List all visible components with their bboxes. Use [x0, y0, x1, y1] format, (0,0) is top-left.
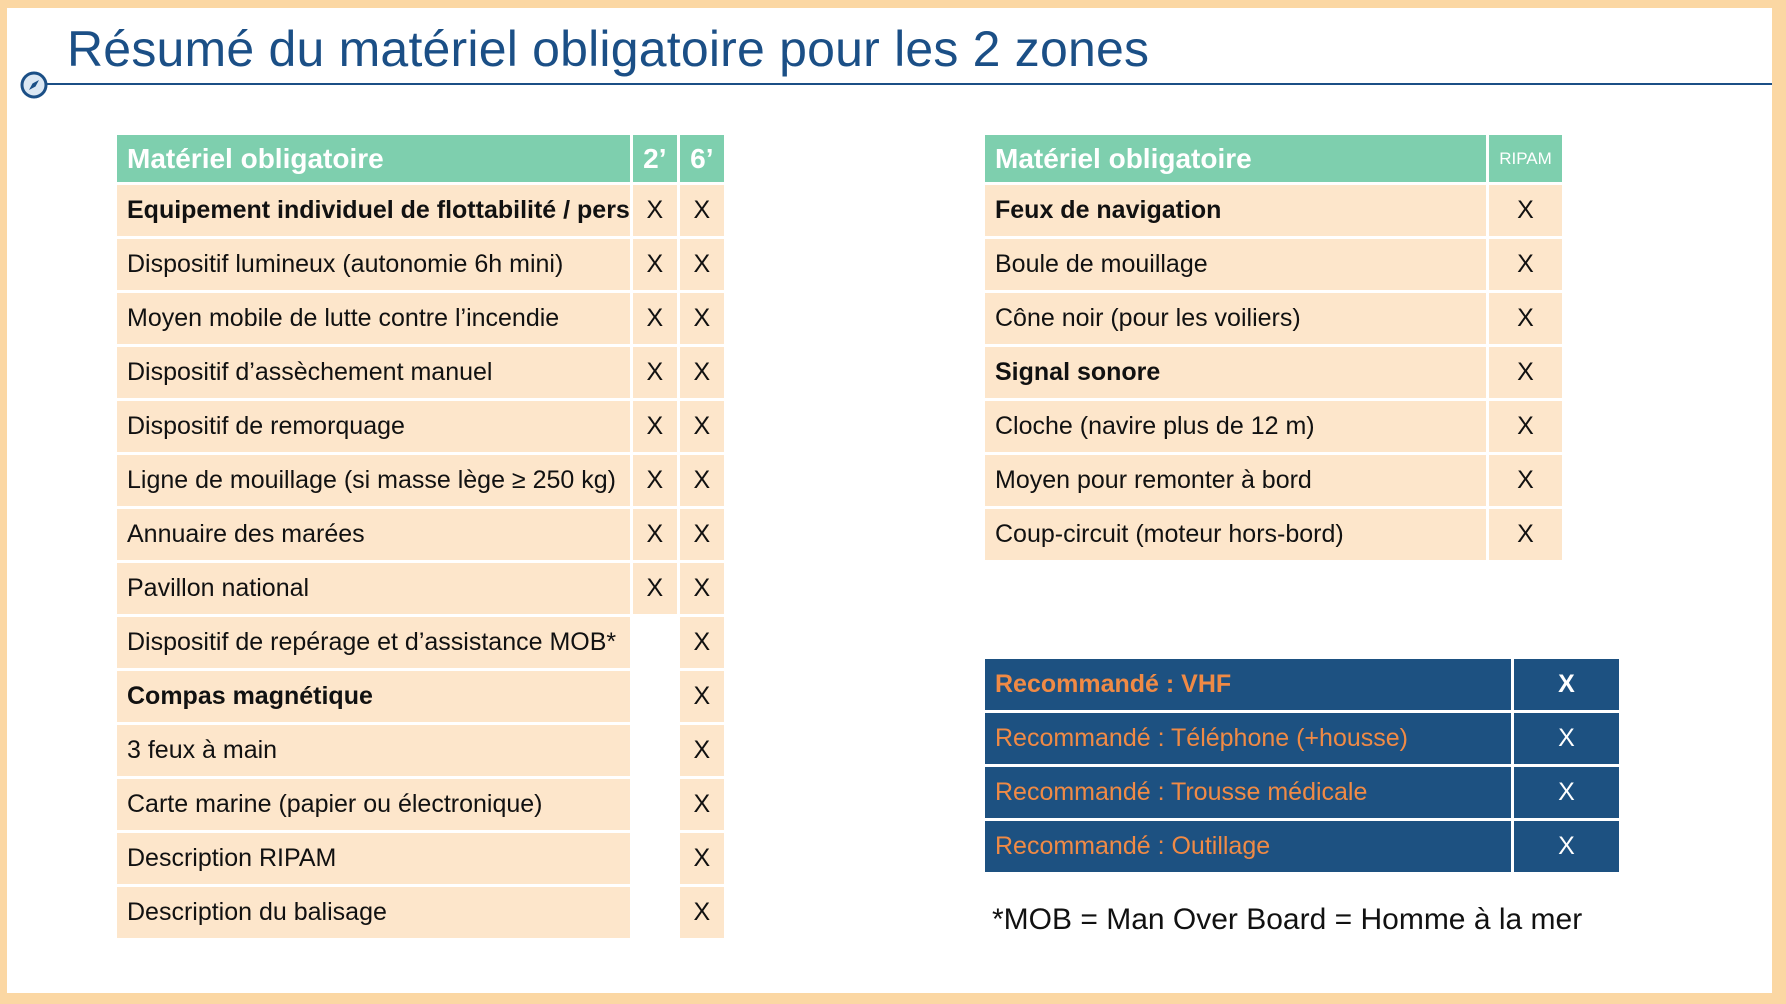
mark-ripam: X	[1489, 401, 1562, 452]
table-row	[985, 767, 1619, 818]
recommended-mark: X	[1514, 767, 1619, 818]
item-label: Ligne de mouillage (si masse lège ≥ 250 kg)	[117, 455, 630, 506]
recommended-label: Recommandé : Téléphone (+housse)	[985, 713, 1511, 764]
page-title: Résumé du matériel obligatoire pour les 2 zones	[67, 21, 1150, 77]
table-row	[117, 833, 724, 884]
compass-icon	[19, 70, 49, 100]
header-ripam: RIPAM	[1489, 135, 1562, 182]
mark-6-miles: X	[680, 347, 724, 398]
recommended-mark: X	[1514, 713, 1619, 764]
item-label: Carte marine (papier ou électronique)	[117, 779, 630, 830]
recommended-label: Recommandé : VHF	[985, 659, 1511, 710]
item-label: Pavillon national	[117, 563, 630, 614]
item-label: Signal sonore	[985, 347, 1486, 398]
mark-ripam: X	[1489, 293, 1562, 344]
mark-2-miles	[633, 617, 677, 668]
table-row	[117, 617, 724, 668]
header-materiel: Matériel obligatoire	[117, 135, 630, 182]
item-label: Dispositif lumineux (autonomie 6h mini)	[117, 239, 630, 290]
item-label: Boule de mouillage	[985, 239, 1486, 290]
mark-ripam: X	[1489, 509, 1562, 560]
recommended-label: Recommandé : Trousse médicale	[985, 767, 1511, 818]
mark-2-miles	[633, 887, 677, 938]
item-label: Cloche (navire plus de 12 m)	[985, 401, 1486, 452]
table-row	[985, 713, 1619, 764]
table-row	[117, 725, 724, 776]
mark-6-miles: X	[680, 779, 724, 830]
table-row	[117, 671, 724, 722]
item-label: 3 feux à main	[117, 725, 630, 776]
table-row	[985, 821, 1619, 872]
recommended-label: Recommandé : Outillage	[985, 821, 1511, 872]
mark-ripam: X	[1489, 239, 1562, 290]
mark-6-miles: X	[680, 617, 724, 668]
item-label: Annuaire des marées	[117, 509, 630, 560]
table-row	[117, 293, 724, 344]
mark-2-miles: X	[633, 293, 677, 344]
recommended-mark: X	[1514, 821, 1619, 872]
item-label: Moyen pour remonter à bord	[985, 455, 1486, 506]
mark-2-miles: X	[633, 239, 677, 290]
mark-6-miles: X	[680, 185, 724, 236]
item-label: Equipement individuel de flottabilité / pers	[117, 185, 630, 236]
mark-2-miles	[633, 725, 677, 776]
header-2-miles: 2’	[633, 135, 677, 182]
table-row	[117, 887, 724, 938]
header-6-miles: 6’	[680, 135, 724, 182]
table-row	[117, 509, 724, 560]
mark-6-miles: X	[680, 509, 724, 560]
mark-2-miles	[633, 833, 677, 884]
ripam-table	[982, 132, 1565, 563]
recommended-mark: X	[1514, 659, 1619, 710]
table-row	[985, 659, 1619, 710]
mark-ripam: X	[1489, 185, 1562, 236]
mark-ripam: X	[1489, 347, 1562, 398]
header-materiel: Matériel obligatoire	[985, 135, 1486, 182]
item-label: Coup-circuit (moteur hors-bord)	[985, 509, 1486, 560]
footnote: *MOB = Man Over Board = Homme à la mer	[992, 903, 1583, 936]
table-row	[117, 779, 724, 830]
item-label: Moyen mobile de lutte contre l’incendie	[117, 293, 630, 344]
mark-2-miles: X	[633, 185, 677, 236]
mark-6-miles: X	[680, 401, 724, 452]
mark-6-miles: X	[680, 239, 724, 290]
table-row	[985, 239, 1562, 290]
table-row	[117, 563, 724, 614]
table-row	[985, 185, 1562, 236]
mark-6-miles: X	[680, 455, 724, 506]
title-underline	[45, 83, 1772, 85]
zones-table-header	[117, 135, 724, 182]
zones-table	[114, 132, 727, 941]
ripam-table-header	[985, 135, 1562, 182]
item-label: Feux de navigation	[985, 185, 1486, 236]
mark-2-miles: X	[633, 401, 677, 452]
table-row	[117, 455, 724, 506]
item-label: Dispositif de remorquage	[117, 401, 630, 452]
mark-2-miles: X	[633, 563, 677, 614]
item-label: Dispositif de repérage et d’assistance MOB*	[117, 617, 630, 668]
slide	[7, 8, 1772, 993]
mark-6-miles: X	[680, 725, 724, 776]
table-row	[985, 455, 1562, 506]
table-row	[117, 347, 724, 398]
mark-2-miles: X	[633, 347, 677, 398]
mark-2-miles: X	[633, 509, 677, 560]
mark-2-miles	[633, 671, 677, 722]
item-label: Dispositif d’assèchement manuel	[117, 347, 630, 398]
table-row	[117, 401, 724, 452]
mark-6-miles: X	[680, 563, 724, 614]
recommended-table	[982, 656, 1622, 875]
table-row	[117, 185, 724, 236]
table-row	[985, 347, 1562, 398]
item-label: Compas magnétique	[117, 671, 630, 722]
table-row	[985, 509, 1562, 560]
item-label: Cône noir (pour les voiliers)	[985, 293, 1486, 344]
mark-6-miles: X	[680, 671, 724, 722]
item-label: Description RIPAM	[117, 833, 630, 884]
mark-6-miles: X	[680, 887, 724, 938]
table-row	[985, 293, 1562, 344]
table-row	[985, 401, 1562, 452]
table-row	[117, 239, 724, 290]
mark-ripam: X	[1489, 455, 1562, 506]
mark-2-miles: X	[633, 455, 677, 506]
mark-6-miles: X	[680, 293, 724, 344]
mark-6-miles: X	[680, 833, 724, 884]
mark-2-miles	[633, 779, 677, 830]
item-label: Description du balisage	[117, 887, 630, 938]
